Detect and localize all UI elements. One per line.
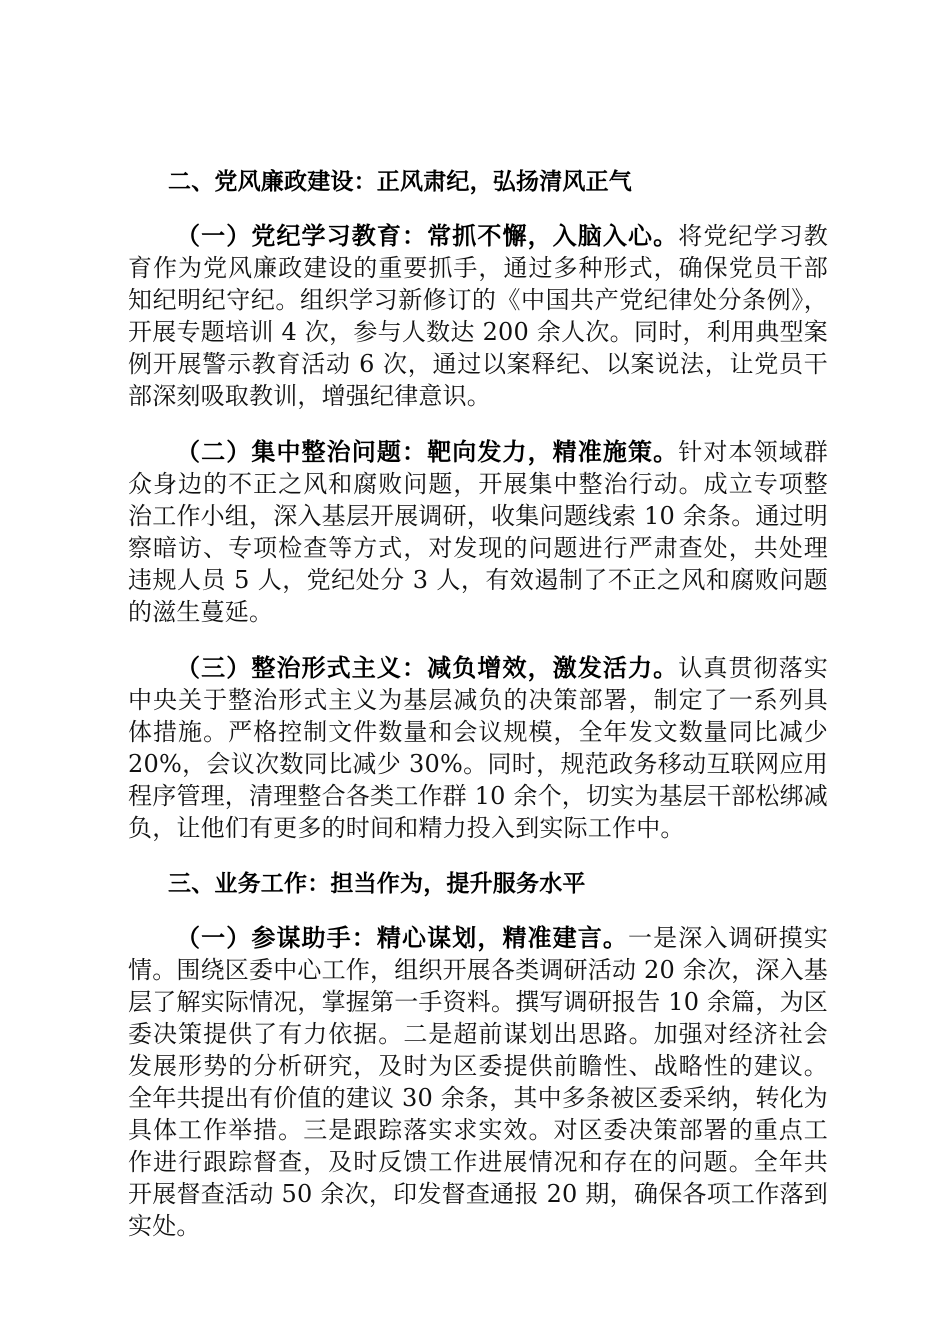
paragraph-lead: （二）集中整治问题：靶向发力，精准施策。 [176, 438, 679, 466]
section-heading: 二、党风廉政建设：正风肃纪，弘扬清风正气 [168, 169, 632, 195]
paragraph-text: 一是深入调研摸实情。围绕区委中心工作，组织开展各类调研活动 20 余次，深入基层了解实际情况，掌握第一手资料。撰写调研报告 10 余篇，为区委决策提供了有力依据。二是超前谋划出思路。加强对经济社会发展形势的分析研究，及时为区委提供前瞻性、战略性的建议。全年共提出有价值的建议 30 余条，其中多条被区委采纳，转化为具体工作举措。三是跟踪落实求实效。对区委决策部署的重点工作进行跟踪督查，及时反馈工作进展情况和存在的问题。全年共开展督查活动 50 余次，印发督查通报 20 期，确保各项工作落到实处。 [128, 924, 828, 1240]
paragraph-lead: （三）整治形式主义：减负增效，激发活力。 [176, 654, 679, 682]
paragraph [128, 220, 828, 412]
section-heading: 三、业务工作：担当作为，提升服务水平 [168, 871, 586, 897]
paragraph-lead: （一）参谋助手：精心谋划，精准建言。 [176, 924, 629, 952]
paragraph-text: 将党纪学习教育作为党风廉政建设的重要抓手，通过多种形式，确保党员干部知纪明纪守纪。组织学习新修订的《中国共产党纪律处分条例》，开展专题培训 4 次，参与人数达 200 余人次。同时，利用典型案例开展警示教育活动 6 次，通过以案释纪、以案说法，让党员干部深刻吸取教训，增强纪律意识。 [128, 222, 829, 410]
paragraph-text: 认真贯彻落实中央关于整治形式主义为基层减负的决策部署，制定了一系列具体措施。严格控制文件数量和会议规模，全年发文数量同比减少 20%，会议次数同比减少 30%。同时，规范政务移动互联网应用程序管理，清理整合各类工作群 10 余个，切实为基层干部松绑减负，让他们有更多的时间和精力投入到实际工作中。 [128, 654, 829, 842]
paragraph-text: 针对本领域群众身边的不正之风和腐败问题，开展集中整治行动。成立专项整治工作小组，深入基层开展调研，收集问题线索 10 余条。通过明察暗访、专项检查等方式，对发现的问题进行严肃查处，共处理违规人员 5 人，党纪处分 3 人，有效遏制了不正之风和腐败问题的滋生蔓延。 [128, 438, 829, 626]
paragraph [128, 922, 828, 1242]
paragraph-lead: （一）党纪学习教育：常抓不懈，入脑入心。 [176, 222, 679, 250]
document-body [128, 166, 828, 1266]
paragraph [128, 436, 828, 628]
paragraph [128, 652, 828, 844]
